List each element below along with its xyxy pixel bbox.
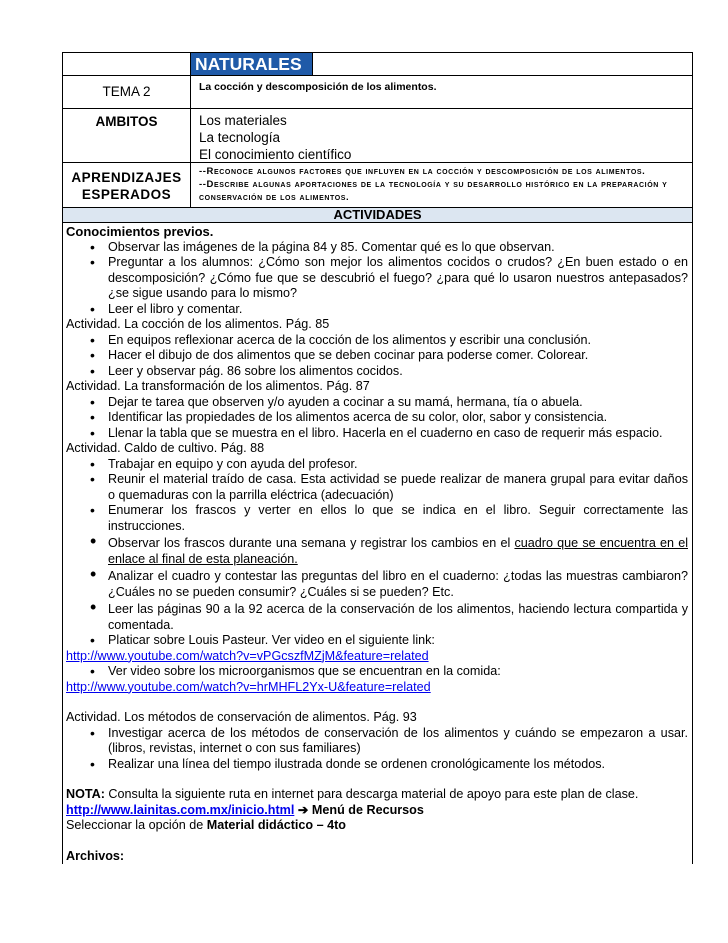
nota-link-line bbox=[66, 803, 688, 819]
tema-text: La cocción y descomposición de los alimentos. bbox=[199, 81, 437, 93]
list-item: • Observar las imágenes de la página 84 y 85. Comentar qué es lo que observan. bbox=[66, 240, 688, 256]
ambito-item: Los materiales bbox=[199, 113, 287, 128]
microorganismos-video-link[interactable]: http://www.youtube.com/watch?v=hrMHFL2Yx-U&feature=related bbox=[66, 679, 431, 694]
previos-list bbox=[66, 240, 688, 318]
section-title: Actividad. Los métodos de conservación de alimentos. Pág. 93 bbox=[66, 710, 417, 724]
caldo-list bbox=[66, 457, 688, 649]
aprendizajes-row bbox=[63, 163, 692, 208]
aprendizaje-item: --Describe algunas aportaciones de la tecnología y su desarrollo histórico en la preparación y conservación de los alimentos. bbox=[199, 179, 668, 203]
metodos-list bbox=[66, 726, 688, 773]
lesson-plan-table bbox=[62, 52, 693, 864]
section-title: Conocimientos previos. bbox=[66, 224, 214, 239]
nota-paragraph: NOTA: Consulta la siguiente ruta en internet para descarga material de apoyo para este plan de clase. bbox=[66, 787, 639, 801]
list-item: • Ver video sobre los microorganismos que se encuentran en la comida: bbox=[66, 664, 688, 680]
archivos-label: Archivos: bbox=[66, 848, 125, 863]
list-item: • Observar los frascos durante una semana y registrar los cambios en el cuadro que se encuentra en el enlace al final de esta planeación. bbox=[66, 536, 688, 567]
transformacion-list bbox=[66, 395, 688, 442]
subject-title: NATURALES bbox=[191, 53, 313, 75]
aprendizajes-text bbox=[191, 163, 692, 207]
activities-content bbox=[63, 223, 692, 864]
section-title: Actividad. La cocción de los alimentos. Pág. 85 bbox=[66, 317, 330, 331]
list-item: • Enumerar los frascos y verter en ellos lo que se indica en el libro. Seguir correctamente las instrucciones. bbox=[66, 503, 688, 534]
lainitas-link[interactable]: http://www.lainitas.com.mx/inicio.html bbox=[66, 802, 295, 817]
pasteur-video-link[interactable]: http://www.youtube.com/watch?v=vPGcszfMZjM&feature=related bbox=[66, 648, 429, 663]
list-item: • Analizar el cuadro y contestar las preguntas del libro en el cuaderno: ¿todas las muestras cambiaron? ¿Cuáles no se pueden consumir? ¿Cuáles si se pueden? Etc. bbox=[66, 569, 688, 600]
list-item: • En equipos reflexionar acerca de la cocción de los alimentos y escribir una conclusión. bbox=[66, 333, 688, 349]
nota-label: NOTA: bbox=[66, 787, 105, 801]
list-item: • Leer el libro y comentar. bbox=[66, 302, 688, 318]
ambitos-list bbox=[191, 109, 692, 162]
section-title: Actividad. La transformación de los alimentos. Pág. 87 bbox=[66, 379, 370, 393]
aprendizajes-label: APRENDIZAJES ESPERADOS bbox=[63, 163, 191, 207]
list-item: • Platicar sobre Louis Pasteur. Ver video en el siguiente link: bbox=[66, 633, 688, 649]
ambito-item: La tecnología bbox=[199, 130, 281, 145]
list-item: • Leer y observar pág. 86 sobre los alimentos cocidos. bbox=[66, 364, 688, 380]
list-item: • Leer las páginas 90 a la 92 acerca de la conservación de los alimentos, haciendo lectura compartida y comentada. bbox=[66, 602, 688, 633]
list-item: • Llenar la tabla que se muestra en el libro. Hacerla en el cuaderno en caso de requerir más espacio. bbox=[66, 426, 688, 442]
list-item: • Investigar acerca de los métodos de conservación de los alimentos y cuándo se empezaron a usar. (libros, revistas, internet o con sus familiares) bbox=[66, 726, 688, 757]
subject-row bbox=[63, 53, 692, 76]
menu-recursos: Menú de Recursos bbox=[311, 802, 424, 817]
actividades-heading: ACTIVIDADES bbox=[63, 208, 692, 223]
list-item: • Reunir el material traído de casa. Esta actividad se puede realizar de manera grupal para evitar daños o quemaduras con la parrilla eléctrica (adecuación) bbox=[66, 472, 688, 503]
list-item: • Identificar las propiedades de los alimentos acerca de su color, olor, sabor y consistencia. bbox=[66, 410, 688, 426]
list-item: • Realizar una línea del tiempo ilustrada donde se ordenen cronológicamente los métodos. bbox=[66, 757, 688, 773]
section-title: Actividad. Caldo de cultivo. Pág. 88 bbox=[66, 441, 265, 455]
list-item: • Hacer el dibujo de dos alimentos que se deben cocinar para poderse comer. Colorear. bbox=[66, 348, 688, 364]
coccion-list bbox=[66, 333, 688, 380]
list-item: • Dejar te tarea que observen y/o ayuden a cocinar a su mamá, hermana, tía o abuela. bbox=[66, 395, 688, 411]
cuadro-link[interactable]: cuadro que se encuentra en el enlace al final de esta planeación. bbox=[108, 536, 688, 566]
aprendizaje-item: --Reconoce algunos factores que influyen en la cocción y descomposición de los alimentos. bbox=[199, 166, 646, 177]
ambitos-row bbox=[63, 109, 692, 163]
list-item: • Preguntar a los alumnos: ¿Cómo son mejor los alimentos cocidos o crudos? ¿En buen estado o en descomposición? ¿Cómo fue que se descubrió el fuego? ¿para qué lo usaron nuestros antepasados? ¿se sigue usando para lo mismo? bbox=[66, 255, 688, 302]
tema-label: TEMA 2 bbox=[63, 76, 191, 108]
select-option-line: Seleccionar la opción de Material didáctico – 4to bbox=[66, 818, 347, 832]
list-item: • Trabajar en equipo y con ayuda del profesor. bbox=[66, 457, 688, 473]
arrow-icon: ➔ bbox=[294, 802, 312, 817]
ambito-item: El conocimiento científico bbox=[199, 147, 352, 162]
ambitos-label: AMBITOS bbox=[63, 109, 191, 162]
tema-row bbox=[63, 76, 692, 109]
